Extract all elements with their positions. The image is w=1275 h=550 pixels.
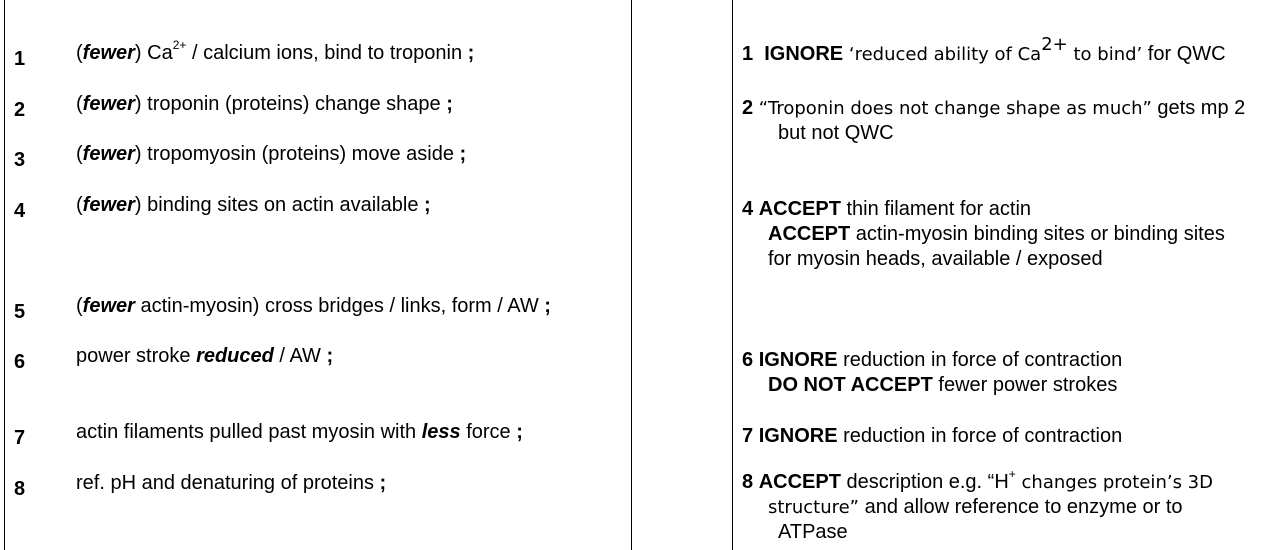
- point-number: 8: [14, 478, 26, 500]
- point-text: ref. pH and denaturing of proteins ;: [76, 472, 387, 494]
- point-text: (fewer actin-myosin) cross bridges / links, form / AW ;: [76, 295, 551, 317]
- guidance-note-8: 8 ACCEPT description e.g. “H+ changes protein’s 3D structure” and allow reference to enzyme or to ATPase: [742, 467, 1213, 543]
- guidance-note-2: 2 “Troponin does not change shape as much” gets mp 2 but not QWC: [742, 97, 1246, 144]
- point-number: 7: [14, 427, 26, 449]
- point-number: 4: [14, 200, 26, 222]
- table-border-mid-left: [631, 0, 632, 550]
- point-number: 6: [14, 351, 26, 373]
- guidance-note-7: 7 IGNORE reduction in force of contraction: [742, 425, 1123, 447]
- point-text: (fewer) $Ca^{2+}$ / calcium ions, bind to troponin ;: [76, 38, 475, 64]
- table-border-mid-right: [732, 0, 733, 550]
- point-number: 2: [14, 99, 26, 121]
- point-text: actin filaments pulled past myosin with less force ;: [76, 421, 523, 443]
- guidance-note-6: 6 IGNORE reduction in force of contraction DO NOT ACCEPT fewer power strokes: [742, 349, 1123, 396]
- point-text: power stroke reduced / AW ;: [76, 345, 334, 367]
- guidance-note-4: 4 ACCEPT thin filament for actin ACCEPT actin-myosin binding sites or binding sites for myosin heads, available / exposed: [742, 198, 1225, 270]
- guidance-note-1: 1 IGNORE ‘reduced ability of $Ca^{2+}$ to bind’ for QWC: [742, 34, 1226, 65]
- point-text: (fewer) binding sites on actin available ;: [76, 194, 431, 216]
- point-text: (fewer) troponin (proteins) change shape ;: [76, 93, 453, 115]
- table-border-left: [4, 0, 5, 550]
- point-text: (fewer) tropomyosin (proteins) move aside ;: [76, 143, 467, 165]
- point-number: 5: [14, 301, 26, 323]
- point-number: 3: [14, 149, 26, 171]
- point-number: 1: [14, 48, 26, 70]
